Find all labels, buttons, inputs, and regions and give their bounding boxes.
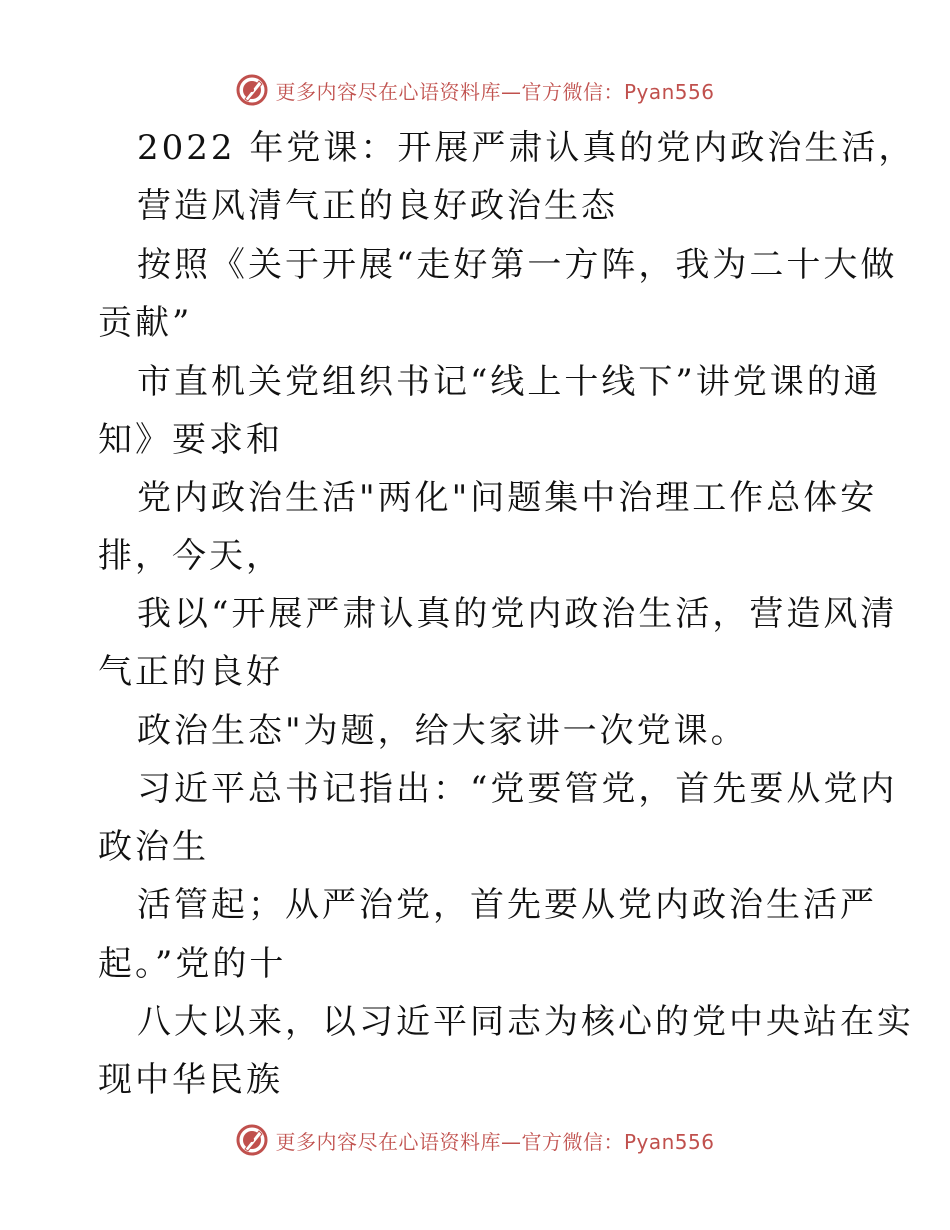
header-watermark <box>0 70 950 110</box>
paragraph-line: 按照《关于开展“走好第一方阵，我为二十大做 <box>137 245 898 285</box>
paragraph-line: 活管起；从严治党，首先要从党内政治生活严 <box>137 885 877 925</box>
paragraph-line: 排，今天， <box>98 536 283 576</box>
paragraph-line: 政治生 <box>98 827 209 867</box>
paragraph-line: 现中华民族 <box>98 1060 283 1100</box>
pen-nib-seal-icon <box>235 1123 269 1157</box>
document-title-line-2: 营造风清气正的良好政治生态 <box>137 186 618 226</box>
watermark-text: 更多内容尽在心语资料库—官方微信：Pyan556 <box>275 1129 715 1154</box>
paragraph-line: 八大以来，以习近平同志为核心的党中央站在实 <box>137 1002 914 1042</box>
paragraph-line: 起。”党的十 <box>98 944 287 984</box>
paragraph-line: 贡献” <box>98 303 193 343</box>
paragraph-line: 习近平总书记指出：“党要管党，首先要从党内 <box>137 769 898 809</box>
paragraph-line: 我以“开展严肃认真的党内政治生活，营造风清 <box>137 594 898 634</box>
watermark-text: 更多内容尽在心语资料库—官方微信：Pyan556 <box>275 79 715 104</box>
footer-watermark <box>0 1120 950 1160</box>
paragraph-line: 气正的良好 <box>98 652 283 692</box>
pen-nib-seal-icon <box>235 73 269 107</box>
paragraph-line: 市直机关党组织书记“线上十线下”讲党课的通 <box>137 362 881 402</box>
paragraph-line: 知》要求和 <box>98 420 283 460</box>
paragraph-line: 党内政治生活"两化"问题集中治理工作总体安 <box>137 478 878 518</box>
document-title-line-1: 2022 年党课：开展严肃认真的党内政治生活， <box>137 128 916 168</box>
paragraph-line: 政治生态"为题，给大家讲一次党课。 <box>137 711 748 751</box>
